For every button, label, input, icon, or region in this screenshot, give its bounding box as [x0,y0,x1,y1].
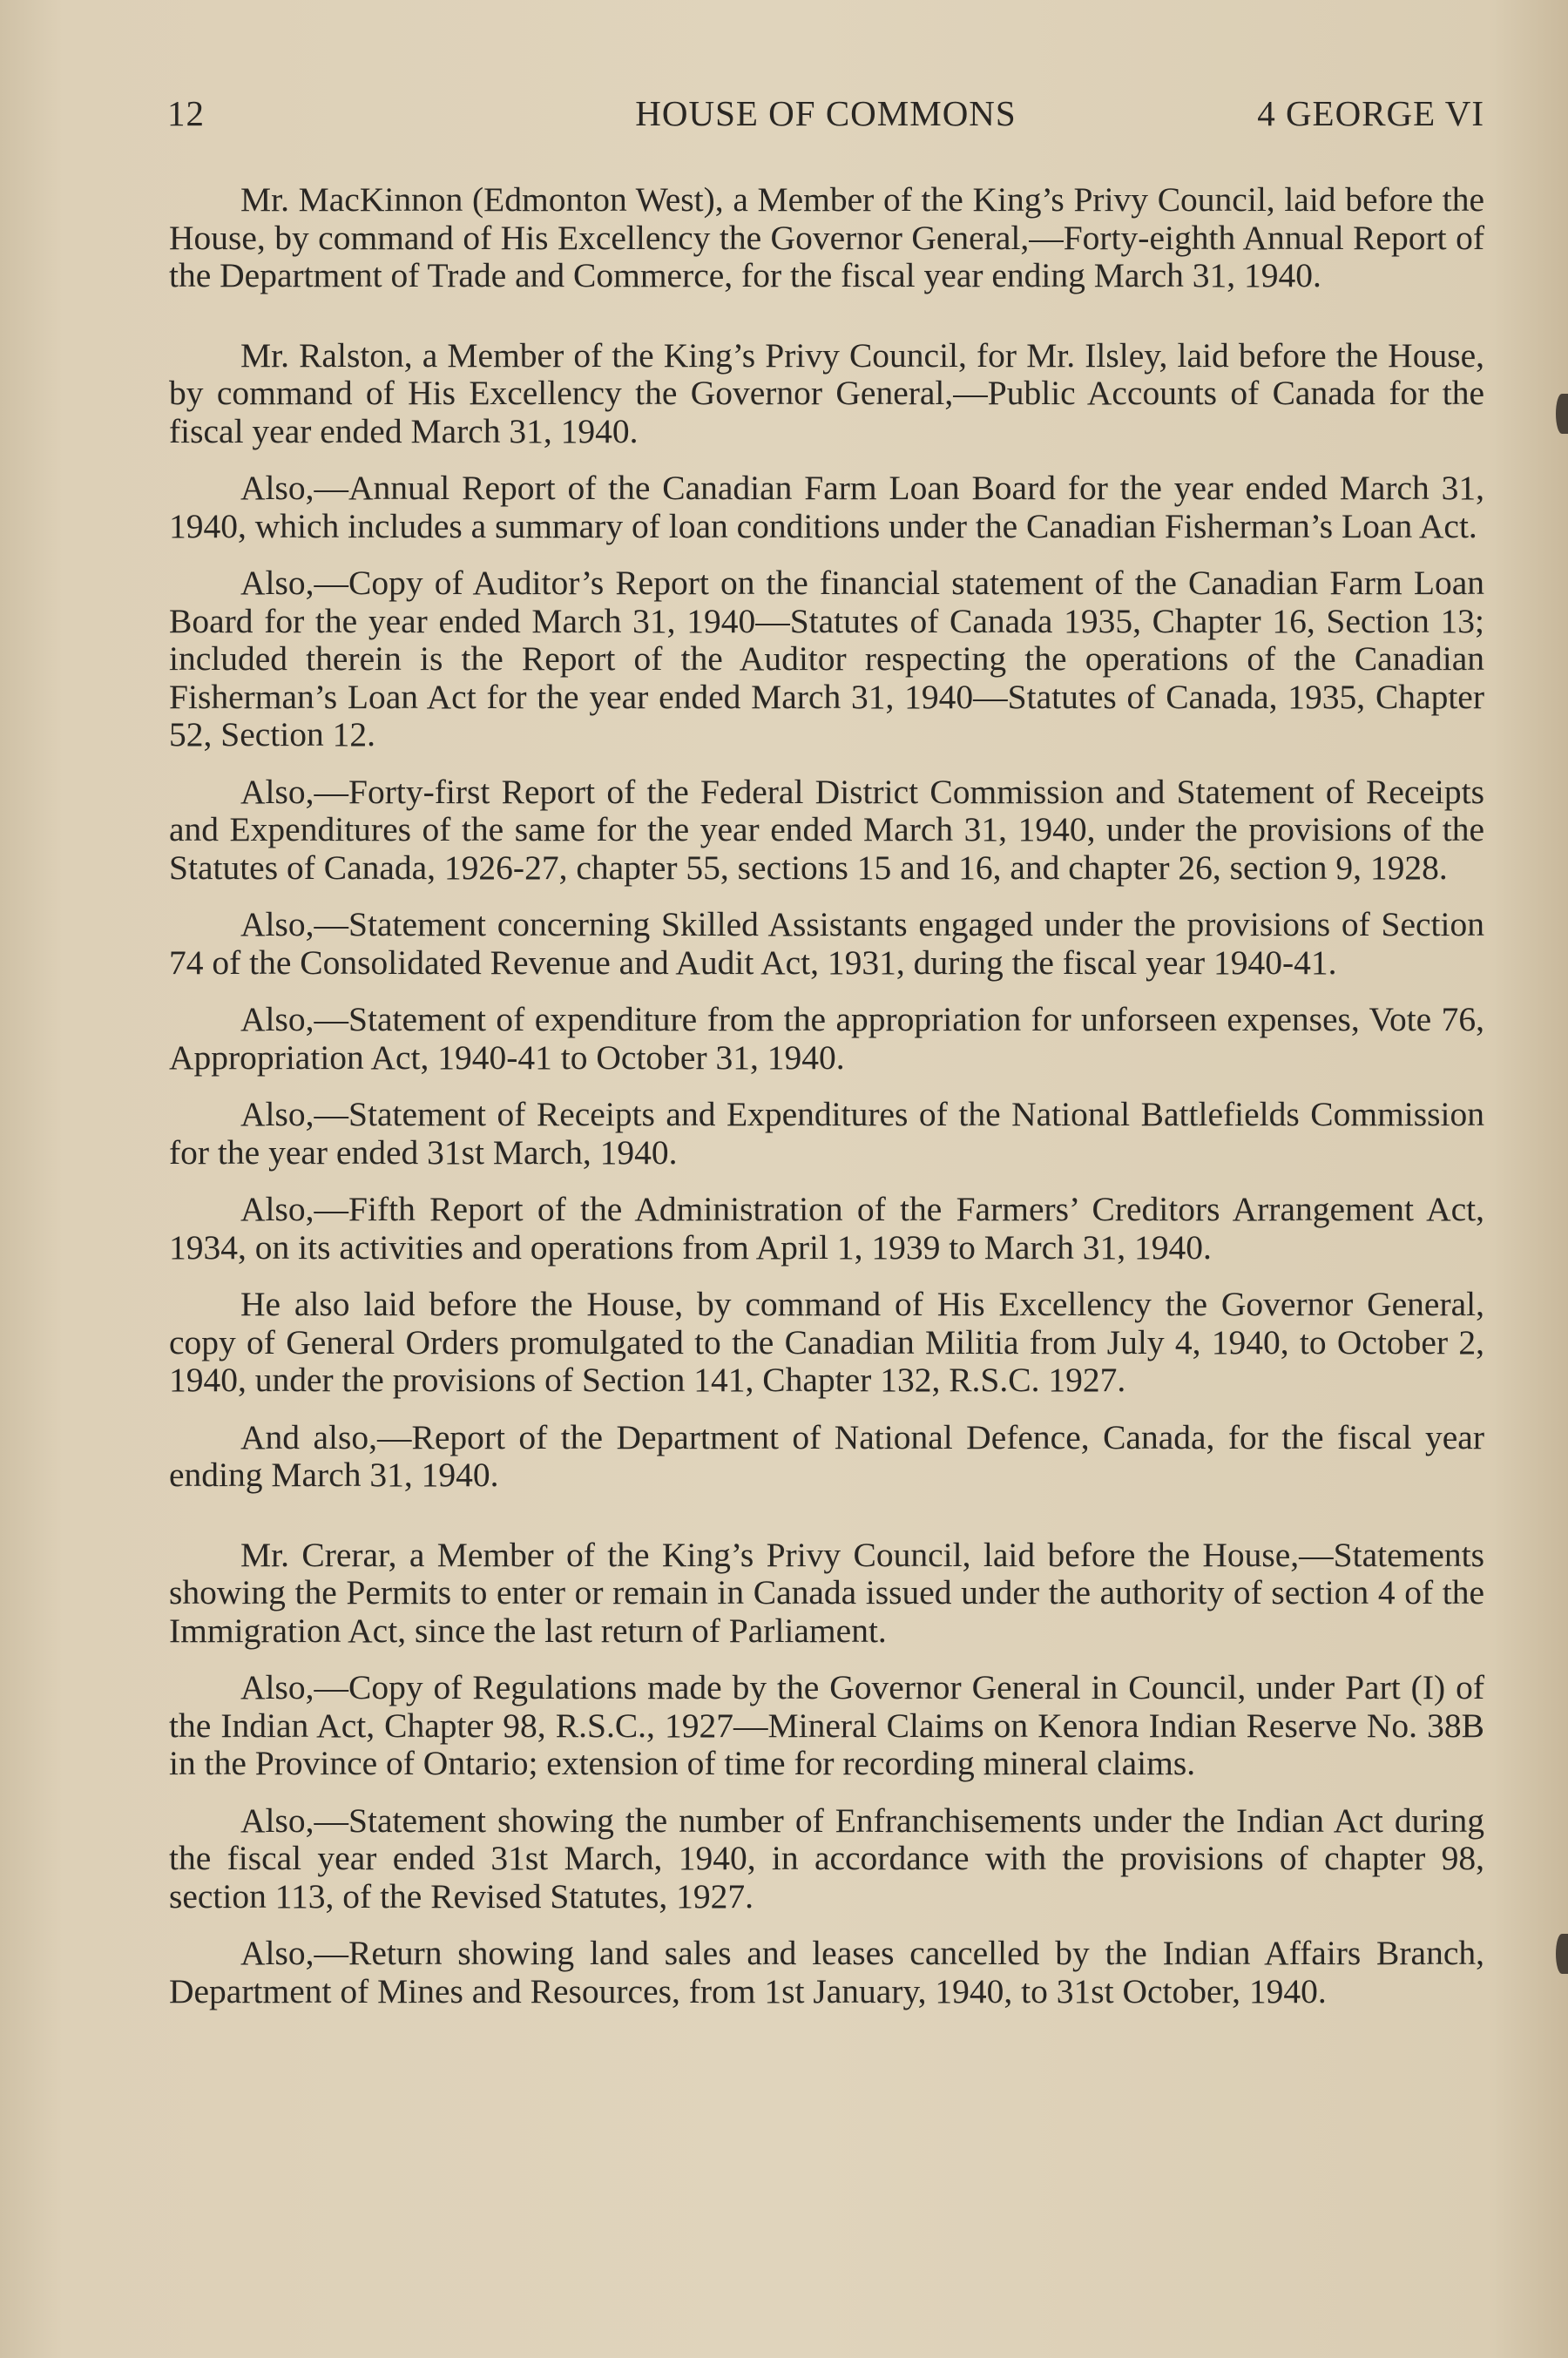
paragraph-auditor-report: Also,—Copy of Auditor’s Report on the financial statement of the Canadian Farm Loan Board for the year ended March 31, 1940—Statutes of Canada 1935, Chapter 16, Section 13; included therein is the Report of the Auditor respecting the operations of the Canadian Fisherman’s Loan Act for the year ended March 31, 1940—Statutes of Canada, 1935, Chapter 52, Section 12. [169,564,1484,753]
paragraph-general-orders: He also laid before the House, by command of His Excellency the Governor General, copy of General Orders promulgated to the Canadian Militia from July 4, 1940, to October 2, 1940, under the provisions of Section 141, Chapter 132, R.S.C. 1927. [169,1285,1484,1399]
binding-hole-mark [1556,1934,1568,1974]
header-title: HOUSE OF COMMONS [635,93,1017,133]
paragraph-mineral-claims: Also,—Copy of Regulations made by the Governor General in Council, under Part (I) of the Indian Act, Chapter 98, R.S.C., 1927—Mineral Claims on Kenora Indian Reserve No. 38B in the Province of Ontario; extension of time for recording mineral claims. [169,1668,1484,1782]
page-number: 12 [167,93,205,133]
paragraph-national-defence: And also,—Report of the Department of National Defence, Canada, for the fiscal year ending March 31, 1940. [169,1417,1484,1494]
paragraph-unforseen-expenses: Also,—Statement of expenditure from the appropriation for unforseen expenses, Vote 76, Appropriation Act, 1940-41 to October 31, 1940. [169,1000,1484,1077]
paragraph-federal-district-commission: Also,—Forty-first Report of the Federal District Commission and Statement of Receipts and Expenditures of the same for the year ended March 31, 1940, under the provisions of the Statutes of Canada, 1926-27, chapter 55, sections 15 and 16, and chapter 26, section 9, 1928. [169,772,1484,887]
running-header [167,91,1484,136]
binding-hole-mark [1556,394,1568,434]
regnal-year: 4 GEORGE VI [1257,93,1484,133]
paragraph-mackinnon-report: Mr. MacKinnon (Edmonton West), a Member of the King’s Privy Council, laid before the House, by command of His Excellency the Governor General,—Forty-eighth Annual Report of the Department of Trade and Commerce, for the fiscal year ending March 31, 1940. [169,180,1484,294]
paragraph-skilled-assistants: Also,—Statement concerning Skilled Assistants engaged under the provisions of Section 74 of the Consolidated Revenue and Audit Act, 1931, during the fiscal year 1940-41. [169,905,1484,982]
paragraph-crerar-immigration: Mr. Crerar, a Member of the King’s Privy Council, laid before the House,—Statements showing the Permits to enter or remain in Canada issued under the authority of section 4 of the Immigration Act, since the last return of Parliament. [169,1535,1484,1650]
journal-body [169,181,1484,2010]
paragraph-farm-loan-board: Also,—Annual Report of the Canadian Farm Loan Board for the year ended March 31, 1940, which includes a summary of loan conditions under the Canadian Fisherman’s Loan Act. [169,469,1484,545]
paragraph-farmers-creditors: Also,—Fifth Report of the Administration of the Farmers’ Creditors Arrangement Act, 1934, on its activities and operations from April 1, 1939 to March 31, 1940. [169,1190,1484,1267]
paragraph-land-sales: Also,—Return showing land sales and leases cancelled by the Indian Affairs Branch, Department of Mines and Resources, from 1st January, 1940, to 31st October, 1940. [169,1934,1484,2010]
paragraph-enfranchisements: Also,—Statement showing the number of Enfranchisements under the Indian Act during the fiscal year ended 31st March, 1940, in accordance with the provisions of chapter 98, section 113, of the Revised Statutes, 1927. [169,1801,1484,1915]
paragraph-battlefields-commission: Also,—Statement of Receipts and Expenditures of the National Battlefields Commission for the year ended 31st March, 1940. [169,1095,1484,1172]
paragraph-ralston-public-accounts: Mr. Ralston, a Member of the King’s Privy Council, for Mr. Ilsley, laid before the House, by command of His Excellency the Governor General,—Public Accounts of Canada for the fiscal year ended March 31, 1940. [169,335,1484,450]
